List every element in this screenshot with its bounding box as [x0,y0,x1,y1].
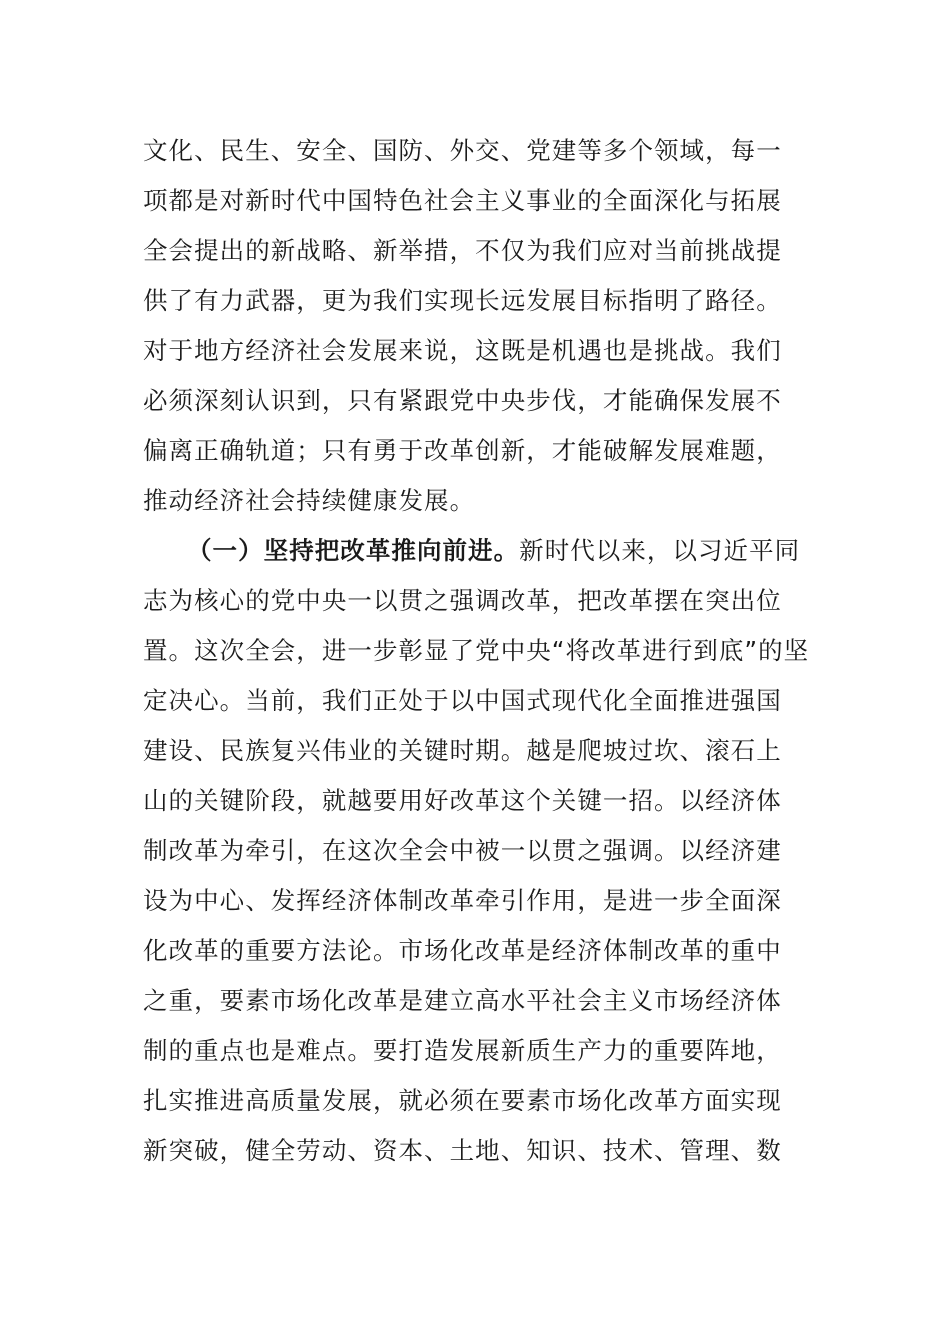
text-line: 建设、民族复兴伟业的关键时期。越是爬坡过坎、滚石上 [143,736,782,765]
text-line: 供了有力武器，更为我们实现长远发展目标指明了路径。 [143,286,782,315]
text-line: 扎实推进高质量发展，就必须在要素市场化改革方面实现 [143,1086,782,1115]
text-line: 制的重点也是难点。要打造发展新质生产力的重要阵地， [143,1036,782,1065]
text-line: 项都是对新时代中国特色社会主义事业的全面深化与拓展 [143,186,782,215]
section-first-line-text: 新时代以来，以习近平同 [519,536,801,565]
text-line: 志为核心的党中央一以贯之强调改革，把改革摆在突出位 [143,586,782,615]
section-one-paragraph [143,526,810,1176]
section-heading: （一）坚持把改革推向前进。 [187,536,520,565]
text-line: 推动经济社会持续健康发展。 [143,486,476,515]
text-line: 对于地方经济社会发展来说，这既是机遇也是挑战。我们 [143,336,782,365]
text-line: 偏离正确轨道；只有勇于改革创新，才能破解发展难题， [143,436,782,465]
text-line: 置。这次全会，进一步彰显了党中央“将改革进行到底”的坚 [143,636,810,665]
text-line: 化改革的重要方法论。市场化改革是经济体制改革的重中 [143,936,782,965]
text-line: 文化、民生、安全、国防、外交、党建等多个领域，每一 [143,136,782,165]
text-line: 必须深刻认识到，只有紧跟党中央步伐，才能确保发展不 [143,386,782,415]
text-line: 新突破，健全劳动、资本、土地、知识、技术、管理、数 [143,1136,782,1165]
section-first-line [143,526,807,576]
text-line: 全会提出的新战略、新举措，不仅为我们应对当前挑战提 [143,236,782,265]
text-line: 之重，要素市场化改革是建立高水平社会主义市场经济体 [143,986,782,1015]
paragraph-continued [143,126,807,526]
text-line: 制改革为牵引，在这次全会中被一以贯之强调。以经济建 [143,836,782,865]
text-line: 定决心。当前，我们正处于以中国式现代化全面推进强国 [143,686,782,715]
text-line: 山的关键阶段，就越要用好改革这个关键一招。以经济体 [143,786,782,815]
text-line: 设为中心、发挥经济体制改革牵引作用，是进一步全面深 [143,886,782,915]
